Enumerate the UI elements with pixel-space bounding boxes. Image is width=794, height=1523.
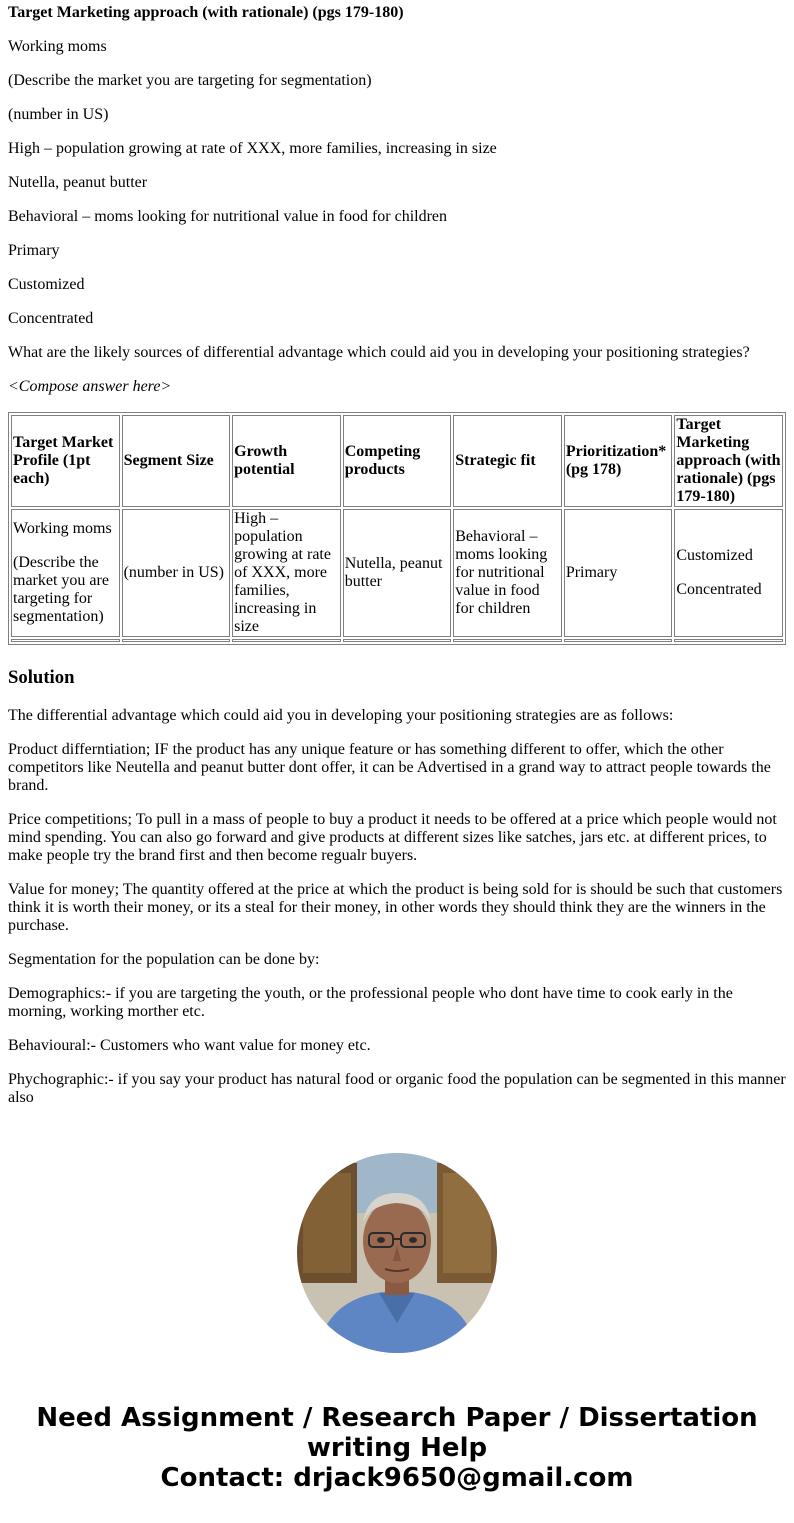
table-header-cell: Growth potential (232, 415, 341, 507)
table-cell-competing: Nutella, peanut butter (343, 509, 452, 637)
approach-line: Customized (676, 547, 753, 564)
question-line: Nutella, peanut butter (8, 174, 148, 191)
question-line: (number in US) (8, 106, 109, 123)
banner-line: writing Help (306, 1433, 488, 1463)
table-cell-fit: Behavioral – moms looking for nutritional value in food for children (453, 509, 562, 637)
solution-heading: Solution (8, 667, 75, 688)
avatar (297, 1153, 497, 1353)
table-cell-priority: Primary (564, 509, 673, 637)
question-line: (Describe the market you are targeting for segmentation) (8, 72, 372, 89)
target-market-table (8, 412, 786, 645)
question-line: High – population growing at rate of XXX, more families, increasing in size (8, 140, 497, 157)
table-header-row (11, 415, 783, 507)
solution-paragraph: Product differntiation; IF the product has any unique feature or has something different to offer, which the other competitors like Neutella and peanut butter dont offer, it can be Advertised in a grand way to attract people towards the brand. (8, 741, 771, 794)
table-cell-profile (11, 509, 120, 637)
table-empty-row (11, 639, 783, 642)
table-cell-growth: High – population growing at rate of XXX, more families, increasing in size (232, 509, 341, 637)
question-prompt: What are the likely sources of differential advantage which could aid you in developing your positioning strategies? (8, 344, 750, 361)
banner-contact: Contact: drjack9650@gmail.com (160, 1463, 634, 1493)
compose-placeholder: <Compose answer here> (8, 378, 172, 395)
solution-paragraph: Price competitions; To pull in a mass of people to buy a product it needs to be offered at a price which people would not mind spending. You can also go forward and give products at different sizes like satches, jars etc. at different prices, to make people try the brand first and then become regualr buyers. (8, 811, 777, 864)
question-line: Customized (8, 276, 85, 293)
table-cell-approach (674, 509, 783, 637)
table-header-cell: Strategic fit (453, 415, 562, 507)
solution-paragraph: Segmentation for the population can be done by: (8, 951, 320, 968)
question-line: Behavioral – moms looking for nutritional value in food for children (8, 208, 448, 225)
table-header-cell: Competing products (343, 415, 452, 507)
solution-paragraph: Phychographic:- if you say your product has natural food or organic food the population can be segmented in this manner also (8, 1071, 786, 1106)
approach-line: Concentrated (676, 581, 762, 598)
table-header-cell: Target Marketing approach (with rationale) (pgs 179-180) (674, 415, 783, 507)
solution-paragraph: Value for money; The quantity offered at the price at which the product is being sold for is should be such that customers think it is worth their money, or its a steal for their money, in other words they should think they are the winners in the purchase. (8, 881, 783, 934)
banner-line: Need Assignment / Research Paper / Dissertation (36, 1403, 758, 1433)
solution-paragraph: Behavioural:- Customers who want value for money etc. (8, 1037, 371, 1054)
profile-line: (Describe the market you are targeting for segmentation) (13, 554, 109, 625)
help-banner (0, 1403, 794, 1493)
question-line: Working moms (8, 38, 107, 55)
table-header-cell: Prioritization* (pg 178) (564, 415, 673, 507)
question-line: Concentrated (8, 310, 94, 327)
profile-line: Working moms (13, 520, 112, 537)
table-header-cell: Target Market Profile (1pt each) (11, 415, 120, 507)
question-heading: Target Marketing approach (with rationale) (pgs 179-180) (8, 4, 404, 21)
table-row (11, 509, 783, 637)
solution-paragraph: The differential advantage which could aid you in developing your positioning strategies are as follows: (8, 707, 674, 724)
solution-paragraph: Demographics:- if you are targeting the youth, or the professional people who dont have time to cook early in the morning, working morther etc. (8, 985, 733, 1020)
question-line: Primary (8, 242, 60, 259)
table-header-cell: Segment Size (122, 415, 231, 507)
table-cell-size: (number in US) (122, 509, 231, 637)
